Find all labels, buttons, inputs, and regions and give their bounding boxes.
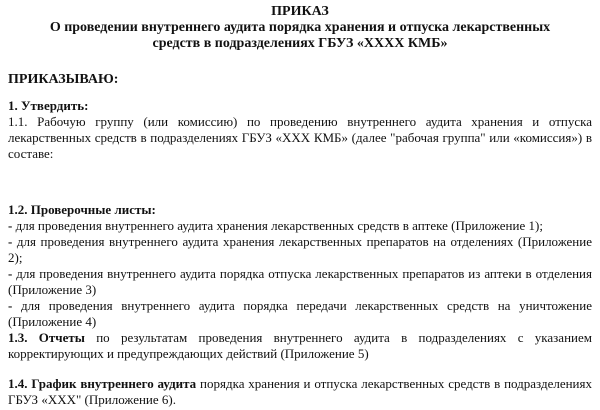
section-1-4-text: порядка хранения и отпуска лекарственных средств в подразделениях ГБУЗ «ХХХ" (Приложение 6). [8,376,592,407]
checklist-item-1 [8,218,592,234]
checklist-item-text: для проведения внутреннего аудита порядка отпуска лекарственных препаратов из аптеки в отделения (Приложение 3) [8,266,592,297]
section-1-2-heading: 1.2. Проверочные листы: [8,202,156,217]
section-1-3-text: по результатам проведения внутреннего аудита в подразделениях с указанием корректирующих и предупреждающих действий (Приложение 5) [8,330,592,361]
bullet-dash: - [8,234,13,249]
bullet-dash: - [8,218,13,233]
section-1-3 [8,330,592,362]
checklist-item-text: для проведения внутреннего аудита хранения лекарственных препаратов на отделениях (Приложение 2); [8,234,592,265]
order-heading: ПРИКАЗЫВАЮ: [8,72,119,87]
bullet-dash: - [8,266,13,281]
checklist-item-4 [8,298,592,330]
section-1-1-text: 1.1. Рабочую группу (или комиссию) по проведению внутреннего аудита хранения и отпуска лекарственных средств в подразделениях ГБУЗ «ХХХ КМБ» (далее "рабочая группа" или «комиссия») в составе: [8,114,592,161]
document-subtitle: О проведении внутреннего аудита порядка хранения и отпуска лекарственных средств в подразделениях ГБУЗ «ХХХХ КМБ» [49,20,551,51]
checklist-item-2 [8,234,592,266]
section-1-4-heading: 1.4. График внутреннего аудита [8,376,197,391]
section-1-heading: 1. Утвердить: [8,98,89,113]
bullet-dash: - [8,298,13,313]
document-title: ПРИКАЗ [271,4,329,19]
checklist-item-text: для проведения внутреннего аудита порядка передачи лекарственных средств на уничтожение (Приложение 4) [8,298,592,329]
section-1-3-heading: 1.3. Отчеты [8,330,85,345]
checklist-item-3 [8,266,592,298]
section-1-4 [8,376,592,408]
checklist-item-text: для проведения внутреннего аудита хранения лекарственных средств в аптеке (Приложение 1); [12,218,543,233]
blank-space [8,162,592,202]
